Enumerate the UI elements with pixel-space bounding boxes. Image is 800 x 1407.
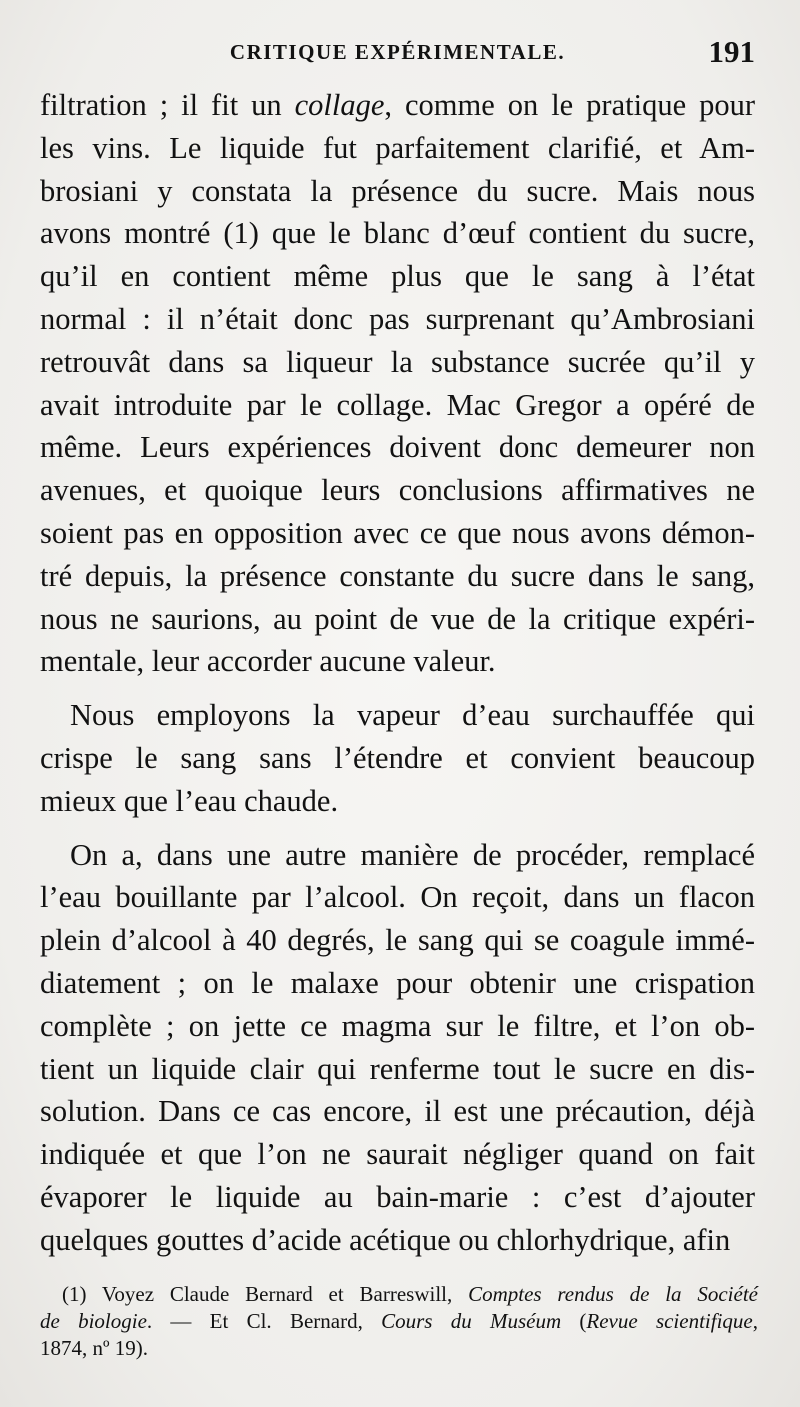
text-segment: diatement ; on le malaxe pour obtenir une crispation (40, 965, 755, 1000)
text-segment: plein d’alcool à 40 degrés, le sang qui se coagule immé- (40, 923, 755, 958)
text-segment: brosiani y constata la présence du sucre. Mais nous (40, 173, 755, 208)
paragraph (40, 834, 755, 1262)
paragraph-gap (40, 823, 755, 834)
text-line (40, 1176, 755, 1219)
text-line (40, 127, 755, 170)
text-segment: Cours du Muséum (381, 1309, 562, 1333)
text-segment: mieux que l’eau chaude. (40, 783, 339, 818)
text-line (40, 84, 755, 127)
text-line (40, 426, 755, 469)
text-line (40, 962, 755, 1005)
text-line (40, 640, 755, 683)
text-segment: Revue scientifique (586, 1309, 753, 1333)
text-segment: même. Leurs expériences doivent donc demeurer non (40, 430, 755, 465)
text-segment: tré depuis, la présence constante du sucre dans le sang, (40, 558, 755, 593)
page-number: 191 (708, 34, 755, 69)
text-segment: filtration ; il fit un (40, 88, 295, 122)
footnote (40, 1281, 758, 1362)
text-line (40, 469, 755, 512)
text-segment: (1) Voyez Claude Bernard et Barreswill, (62, 1282, 469, 1306)
text-segment: de biologie (40, 1309, 147, 1333)
text-line (40, 341, 755, 384)
text-segment: tient un liquide clair qui renferme tout le sucre en dis- (40, 1051, 755, 1086)
main-text (40, 84, 755, 1262)
text-line (40, 876, 755, 919)
paragraph-gap (40, 683, 755, 694)
text-line (40, 1133, 755, 1176)
text-line (40, 780, 755, 823)
footnote-line (40, 1308, 758, 1335)
text-line (40, 384, 755, 427)
text-segment: soient pas en opposition avec ce que nous avons démon- (40, 515, 755, 550)
text-line (40, 298, 755, 341)
text-segment: On a, dans une autre manière de procéder, remplacé (70, 837, 755, 872)
running-title: CRITIQUE EXPÉRIMENTALE. (229, 40, 566, 64)
text-segment: l’eau bouillante par l’alcool. On reçoit, dans un flacon (40, 880, 755, 915)
footnote-line (40, 1335, 758, 1362)
text-line (40, 1048, 755, 1091)
text-segment: mentale, leur accorder aucune valeur. (40, 644, 496, 679)
paragraph (40, 694, 755, 822)
text-segment: nous ne saurions, au point de vue de la critique expéri- (40, 601, 755, 636)
text-line (40, 834, 755, 877)
text-segment: complète ; on jette ce magma sur le filtre, et l’on ob- (40, 1008, 755, 1043)
paragraph (40, 84, 755, 683)
text-line (40, 694, 755, 737)
text-line (40, 170, 755, 213)
text-segment: avenues, et quoique leurs conclusions affirmatives ne (40, 473, 755, 508)
text-segment: Comptes rendus de la Société (468, 1282, 758, 1306)
text-segment: Nous employons la vapeur d’eau surchauffée qui (70, 698, 755, 733)
text-segment: quelques gouttes d’acide acétique ou chlorhydrique, afin (40, 1222, 731, 1257)
text-segment: ( (561, 1309, 587, 1333)
text-segment: retrouvât dans sa liqueur la substance sucrée qu’il y (40, 344, 755, 379)
text-line (40, 1219, 755, 1262)
text-segment: solution. Dans ce cas encore, il est une précaution, déjà (40, 1094, 755, 1129)
text-segment: indiquée et que l’on ne saurait négliger quand on fait (40, 1137, 755, 1172)
text-line (40, 598, 755, 641)
text-line (40, 1005, 755, 1048)
text-segment: qu’il en contient même plus que le sang à l’état (40, 259, 755, 294)
text-line (40, 737, 755, 780)
text-line (40, 555, 755, 598)
text-segment: 1874, nº 19). (40, 1336, 149, 1360)
text-segment: les vins. Le liquide fut parfaitement clarifié, et Am- (40, 130, 755, 165)
text-segment: crispe le sang sans l’étendre et convient beaucoup (40, 740, 755, 775)
text-line (40, 1090, 755, 1133)
text-segment: , (752, 1309, 758, 1333)
text-segment: . — Et Cl. Bernard, (146, 1309, 382, 1333)
footnote-line (40, 1281, 758, 1308)
text-segment: collage (294, 88, 385, 122)
text-line (40, 512, 755, 555)
text-segment: normal : il n’était donc pas surprenant qu’Ambrosiani (40, 301, 755, 336)
text-segment: évaporer le liquide au bain-marie : c’est d’ajouter (40, 1179, 755, 1214)
text-segment: , comme on le pratique pour (384, 88, 755, 122)
text-line (40, 255, 755, 298)
text-line (40, 919, 755, 962)
text-line (40, 212, 755, 255)
text-segment: avons montré (1) que le blanc d’œuf contient du sucre, (40, 216, 755, 251)
text-segment: avait introduite par le collage. Mac Gregor a opéré de (40, 387, 755, 422)
page-header (40, 36, 755, 70)
